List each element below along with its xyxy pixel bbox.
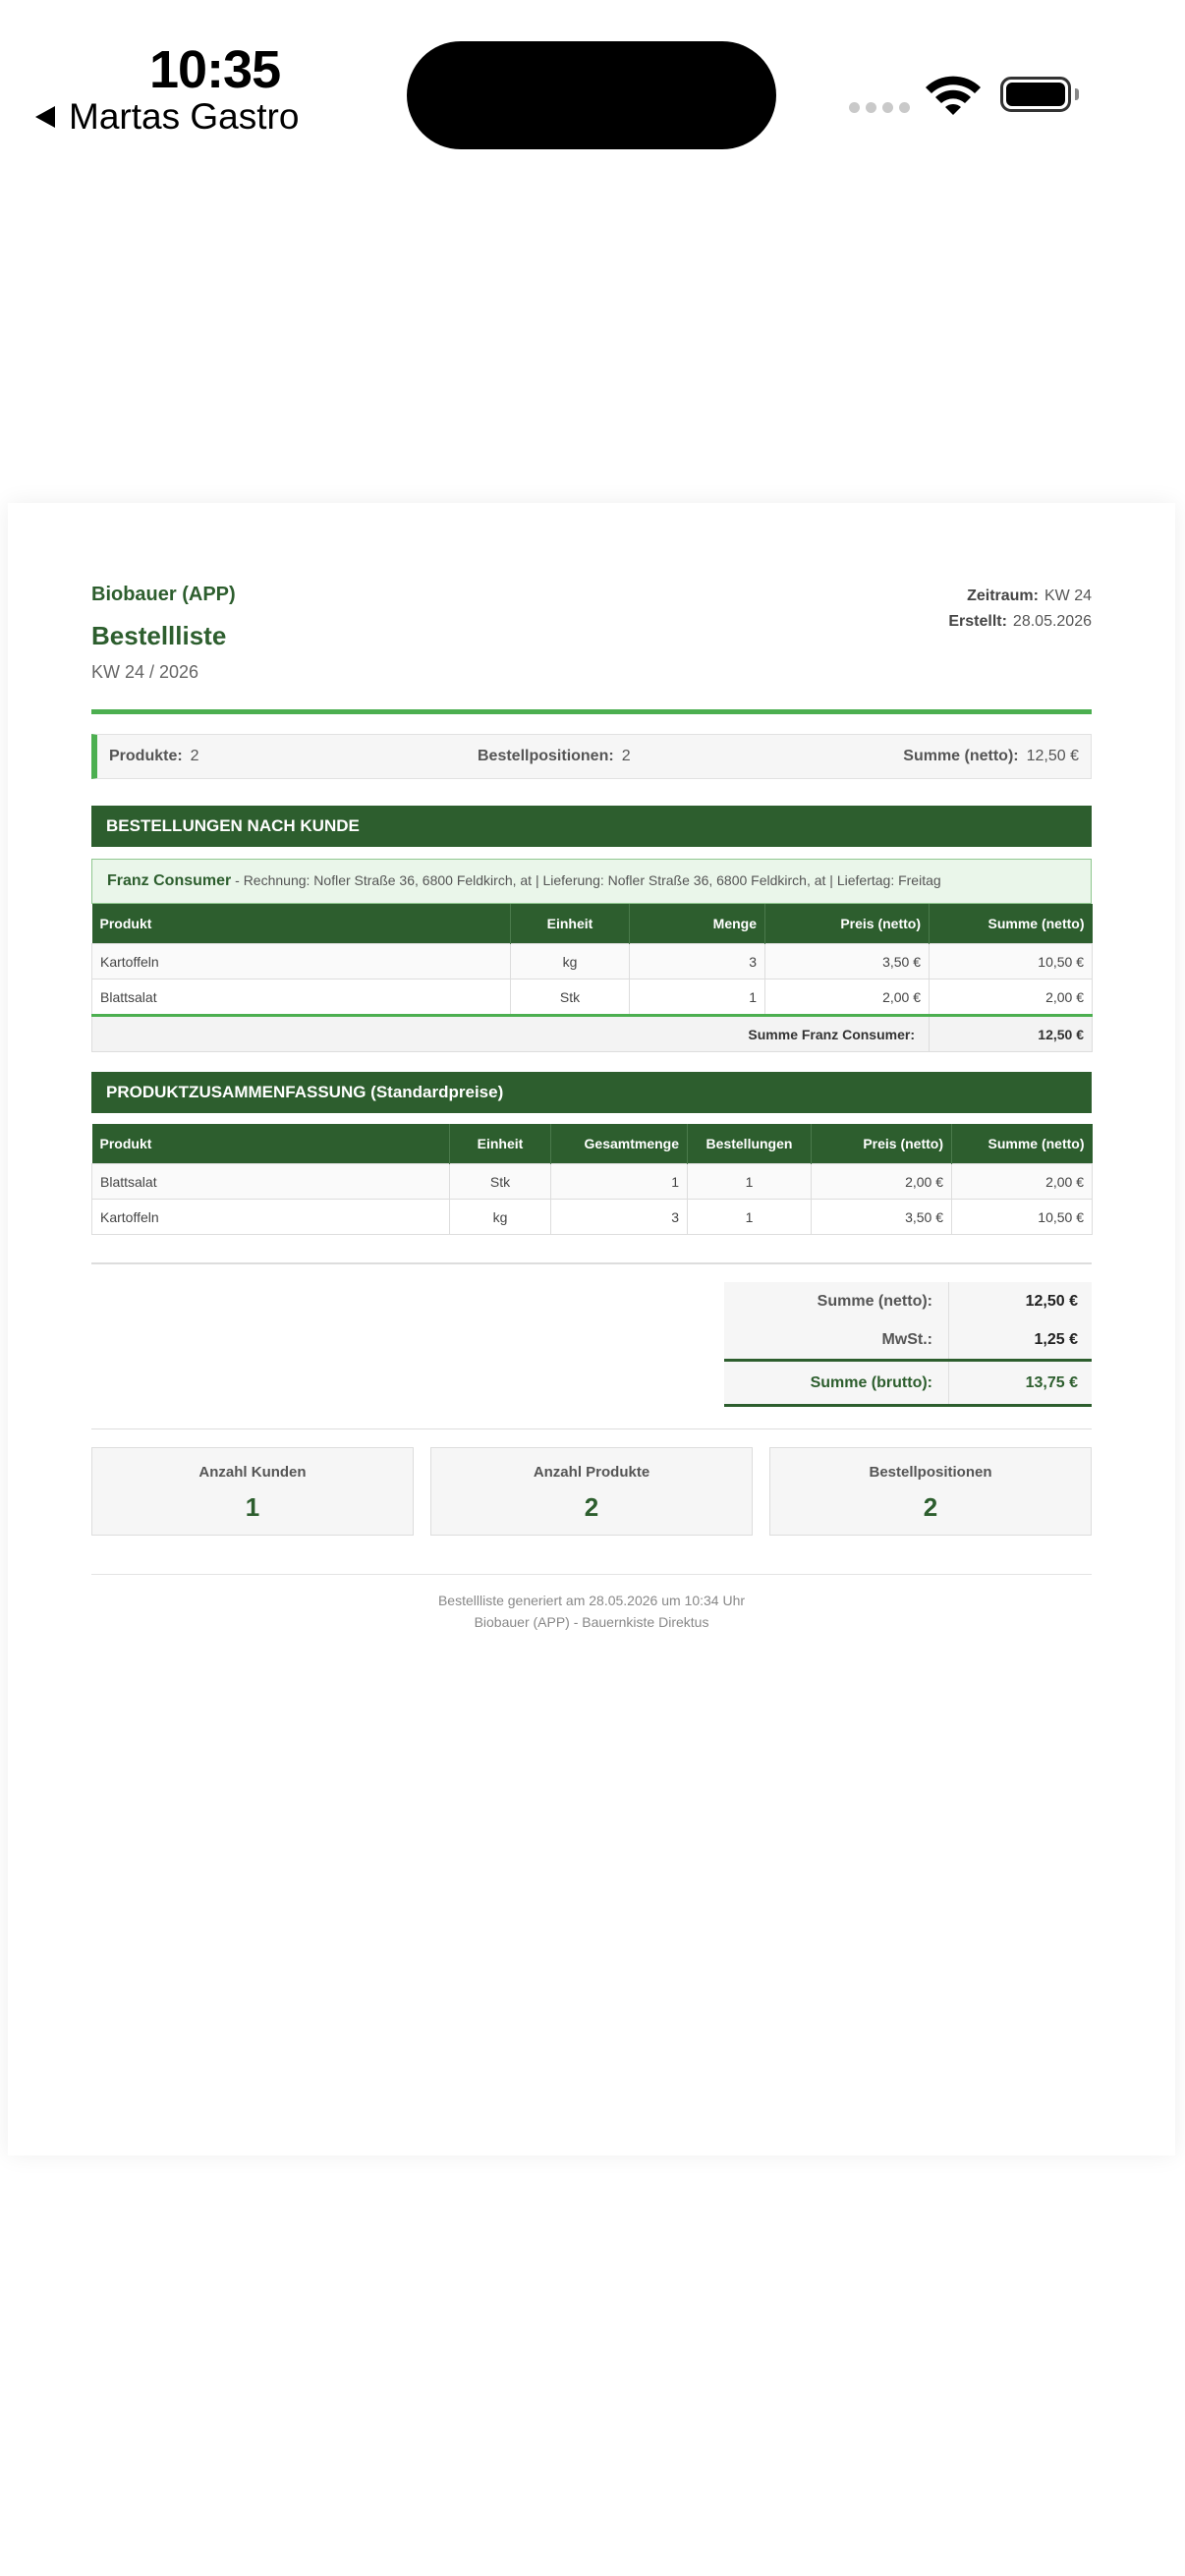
column-header: Menge — [630, 904, 765, 944]
total-vat-value: 1,25 € — [948, 1320, 1092, 1359]
table-row — [92, 980, 1093, 1016]
stat-positions — [769, 1447, 1092, 1536]
total-gross-value: 13,75 € — [948, 1362, 1092, 1404]
back-to-app-button[interactable] — [35, 96, 299, 138]
stat-customers — [91, 1447, 414, 1536]
column-header: Bestellungen — [688, 1124, 812, 1164]
document-header — [91, 584, 1092, 701]
document-page — [8, 503, 1175, 2156]
summary-positions-label: Bestellpositionen: — [478, 748, 614, 764]
customer-info — [91, 859, 1092, 904]
table-cell: 1 — [688, 1200, 812, 1235]
stat-value: 1 — [245, 1492, 260, 1522]
orders-section-title: BESTELLUNGEN NACH KUNDE — [91, 806, 1092, 847]
document-footer — [91, 1590, 1092, 1633]
total-vat-row — [724, 1320, 1092, 1362]
table-cell: 3 — [551, 1200, 688, 1235]
cellular-signal-icon — [849, 102, 910, 113]
table-cell: 10,50 € — [952, 1200, 1093, 1235]
header-divider — [91, 709, 1092, 714]
orders-table-header — [92, 904, 1093, 944]
column-header: Summe (netto) — [930, 904, 1093, 944]
stat-value: 2 — [923, 1492, 938, 1522]
footer-source: Biobauer (APP) - Bauernkiste Direktus — [474, 1614, 709, 1630]
table-cell: Stk — [450, 1164, 551, 1200]
summary-products-value: 2 — [190, 748, 199, 764]
period-value: KW 24 — [1044, 588, 1092, 604]
totals-block — [724, 1282, 1092, 1407]
column-header: Produkt — [92, 904, 511, 944]
total-gross-row — [724, 1362, 1092, 1407]
table-cell: Stk — [511, 980, 630, 1016]
document-content — [91, 584, 1092, 1630]
table-cell: Blattsalat — [92, 1164, 450, 1200]
dynamic-island — [407, 41, 776, 149]
table-cell: kg — [450, 1200, 551, 1235]
subtotal-label: Summe Franz Consumer: — [92, 1016, 930, 1052]
column-header: Preis (netto) — [765, 904, 930, 944]
total-net-value: 12,50 € — [948, 1282, 1092, 1320]
summary-positions-value: 2 — [621, 748, 631, 764]
stat-label: Anzahl Produkte — [533, 1464, 650, 1481]
total-vat-label: MwSt.: — [881, 1330, 932, 1348]
product-summary-table — [91, 1124, 1093, 1235]
wifi-icon — [924, 73, 983, 116]
column-header: Preis (netto) — [812, 1124, 952, 1164]
total-gross-label: Summe (brutto): — [810, 1373, 932, 1391]
document-meta — [948, 584, 1092, 635]
stat-label: Bestellpositionen — [869, 1464, 992, 1481]
table-cell: 3,50 € — [765, 944, 930, 980]
customer-details: - Rechnung: Nofler Straße 36, 6800 Feldkirch, at | Lieferung: Nofler Straße 36, 6800 Feldkirch, at | Liefertag: Freitag — [231, 872, 941, 888]
stat-value: 2 — [584, 1492, 599, 1522]
table-cell: 2,00 € — [765, 980, 930, 1016]
product-table-header — [92, 1124, 1093, 1164]
stats-divider — [91, 1428, 1092, 1429]
table-cell: 1 — [551, 1164, 688, 1200]
summary-net-label: Summe (netto): — [903, 748, 1019, 764]
document-title: Bestellliste — [91, 621, 227, 650]
stat-label: Anzahl Kunden — [198, 1464, 307, 1481]
table-row — [92, 944, 1093, 980]
table-cell: 1 — [630, 980, 765, 1016]
orders-table — [91, 904, 1093, 1052]
status-time: 10:35 — [149, 40, 281, 99]
subtotal-value: 12,50 € — [930, 1016, 1093, 1052]
total-net-label: Summe (netto): — [817, 1292, 932, 1310]
summary-bar — [91, 734, 1092, 779]
table-cell: kg — [511, 944, 630, 980]
table-cell: 2,00 € — [930, 980, 1093, 1016]
customer-name: Franz Consumer — [107, 872, 232, 889]
table-cell: 3 — [630, 944, 765, 980]
totals-divider — [91, 1262, 1092, 1264]
document-week: KW 24 / 2026 — [91, 662, 199, 682]
battery-cap — [1075, 88, 1079, 100]
footer-generated: Bestellliste generiert am 28.05.2026 um 10:34 Uhr — [437, 1593, 746, 1608]
column-header: Summe (netto) — [952, 1124, 1093, 1164]
product-section-title: PRODUKTZUSAMMENFASSUNG (Standardpreise) — [91, 1072, 1092, 1113]
summary-products-label: Produkte: — [109, 748, 183, 764]
back-app-label: Martas Gastro — [69, 96, 300, 137]
table-cell: 1 — [688, 1164, 812, 1200]
period-label: Zeitraum: — [967, 588, 1039, 604]
created-label: Erstellt: — [948, 613, 1007, 630]
created-value: 28.05.2026 — [1012, 613, 1092, 630]
customer-subtotal-row — [92, 1016, 1093, 1052]
table-cell: Kartoffeln — [92, 944, 511, 980]
table-cell: 2,00 € — [812, 1164, 952, 1200]
battery-icon — [1000, 77, 1071, 112]
stat-products — [430, 1447, 753, 1536]
company-name: Biobauer (APP) — [91, 584, 236, 605]
column-header: Einheit — [450, 1124, 551, 1164]
table-cell: Blattsalat — [92, 980, 511, 1016]
table-cell: 10,50 € — [930, 944, 1093, 980]
table-cell: 3,50 € — [812, 1200, 952, 1235]
column-header: Gesamtmenge — [551, 1124, 688, 1164]
total-net-row — [724, 1282, 1092, 1320]
table-row — [92, 1164, 1093, 1200]
column-header: Produkt — [92, 1124, 450, 1164]
summary-net-value: 12,50 € — [1026, 748, 1079, 764]
footer-divider — [91, 1574, 1092, 1575]
table-cell: Kartoffeln — [92, 1200, 450, 1235]
table-row — [92, 1200, 1093, 1235]
column-header: Einheit — [511, 904, 630, 944]
table-cell: 2,00 € — [952, 1164, 1093, 1200]
back-arrow-icon — [35, 106, 55, 128]
